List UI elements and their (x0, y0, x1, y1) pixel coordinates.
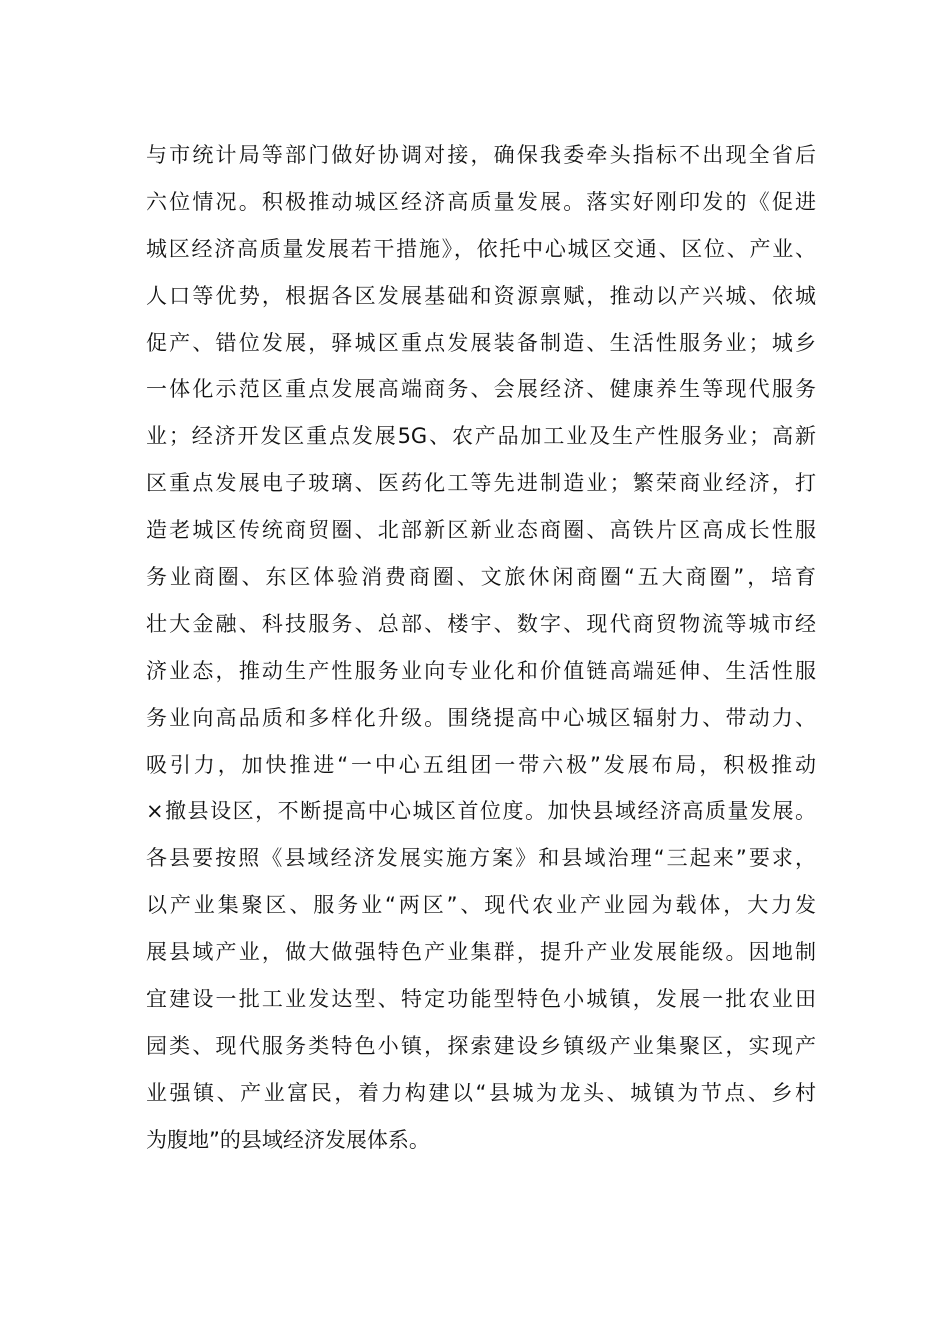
text-line: 城区经济高质量发展若干措施》，依托中心城区交通、区位、产业、 (146, 236, 816, 261)
text-line: 区重点发展电子玻璃、医药化工等先进制造业；繁荣商业经济，打 (146, 471, 816, 496)
text-line: 与市统计局等部门做好协调对接，确保我委牵头指标不出现全省后 (146, 143, 816, 167)
text-line: 宜建设一批工业发达型、特定功能型特色小城镇，发展一批农业田 (146, 987, 816, 1012)
text-line: 促产、错位发展，驿城区重点发展装备制造、生活性服务业；城乡 (146, 330, 816, 355)
text-line: 务业商圈、东区体验消费商圈、文旅休闲商圈“五大商圈”，培育 (146, 565, 816, 590)
text-line: 业强镇、产业富民，着力构建以“县城为龙头、城镇为节点、乡村 (146, 1080, 816, 1105)
text-line: 务业向高品质和多样化升级。围绕提高中心城区辐射力、带动力、 (146, 705, 816, 730)
text-line: 吸引力，加快推进“一中心五组团一带六极”发展布局，积极推动 (146, 752, 816, 777)
text-line: 业；经济开发区重点发展5G、农产品加工业及生产性服务业；高新 (146, 424, 816, 449)
text-line: 壮大金融、科技服务、总部、楼宇、数字、现代商贸物流等城市经 (146, 611, 816, 636)
body-paragraph (146, 132, 816, 1164)
text-line: 以产业集聚区、服务业“两区”、现代农业产业园为载体，大力发 (146, 893, 816, 918)
text-line: 济业态，推动生产性服务业向专业化和价值链高端延伸、生活性服 (146, 658, 816, 683)
text-line: 人口等优势，根据各区发展基础和资源禀赋，推动以产兴城、依城 (146, 283, 816, 308)
text-line: 各县要按照《县域经济发展实施方案》和县域治理“三起来”要求， (146, 846, 816, 871)
text-line: 造老城区传统商贸圈、北部新区新业态商圈、高铁片区高成长性服 (146, 518, 816, 543)
text-line: 园类、现代服务类特色小镇，探索建设乡镇级产业集聚区，实现产 (146, 1033, 816, 1058)
text-line: 展县域产业，做大做强特色产业集群，提升产业发展能级。因地制 (146, 940, 816, 965)
text-line: 六位情况。积极推动城区经济高质量发展。落实好刚印发的《促进 (146, 189, 816, 214)
text-line: 为腹地”的县域经济发展体系。 (146, 1127, 430, 1152)
text-line: ×撤县设区，不断提高中心城区首位度。加快县域经济高质量发展。 (146, 799, 816, 824)
text-line: 一体化示范区重点发展高端商务、会展经济、健康养生等现代服务 (146, 377, 816, 402)
